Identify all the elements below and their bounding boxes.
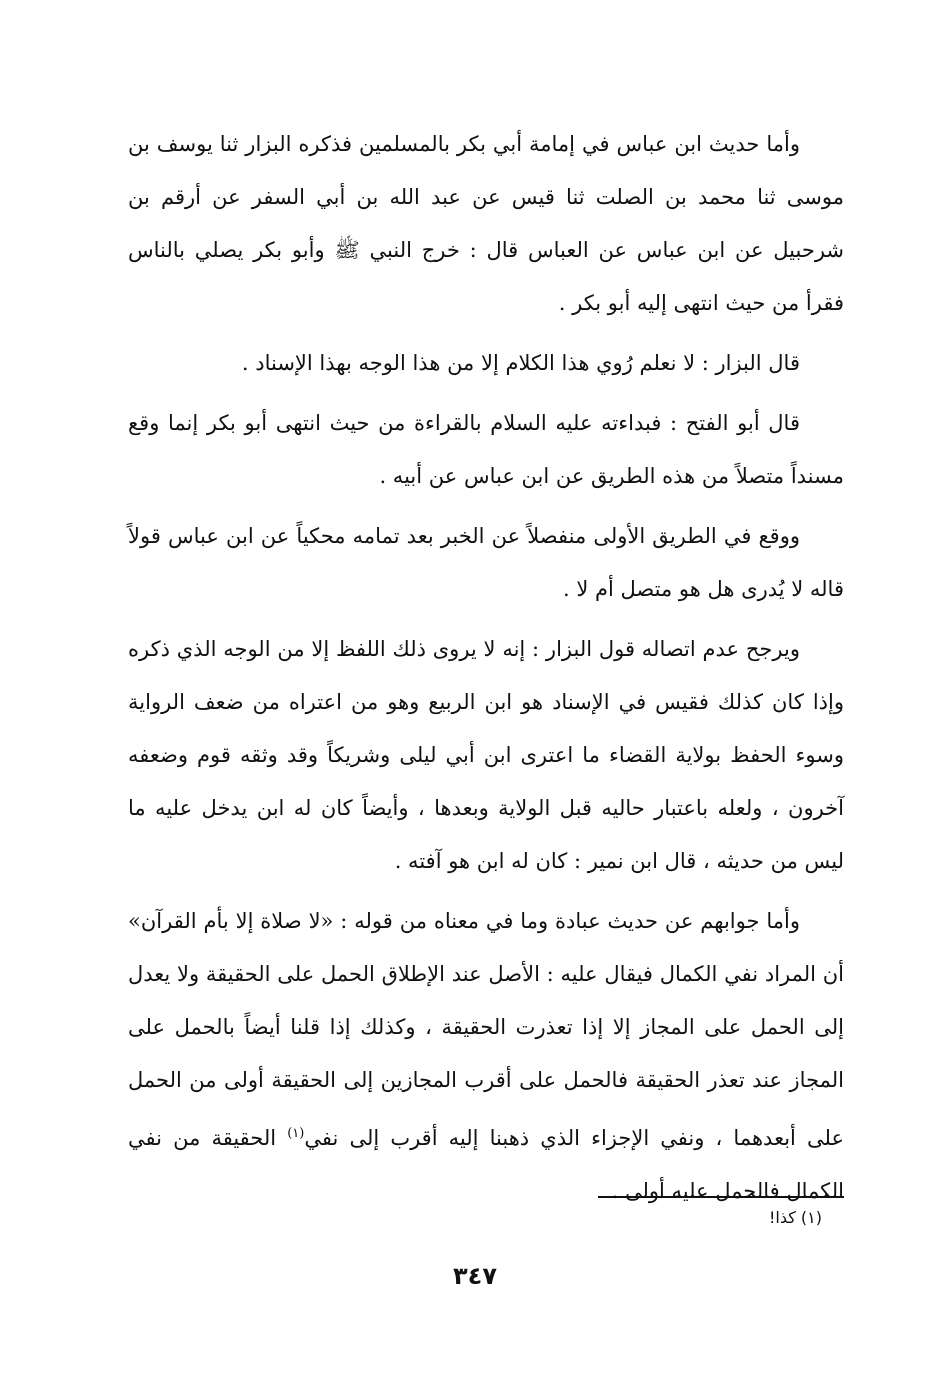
paragraph-text-after-note: الحقيقة من نفي الكمال فالحمل عليه أولى . [128,1126,844,1203]
paragraph-hadith-ibn-abbas: وأما حديث ابن عباس في إمامة أبي بكر بالمسلمين فذكره البزار ثنا يوسف بن موسى ثنا محمد بن الصلت ثنا قيس عن عبد الله بن أبي السفر عن أرقم بن شرحبيل عن ابن عباس عن العباس قال : خرج النبي ﷺ وأبو بكر يصلي بالناس فقرأ من حيث انتهى إليه أبو بكر . [128,132,844,315]
paragraph-bazzar-comment: قال البزار : لا نعلم رُوي هذا الكلام إلا من هذا الوجه بهذا الإسناد . [241,351,800,375]
paragraph-ubada-response [128,895,844,1218]
paragraph-abu-al-fath: قال أبو الفتح : فبداءته عليه السلام بالقراءة من حيث انتهى أبو بكر إنما وقع مسنداً متصلاً من هذه الطريق عن ابن عباس عن أبيه . [128,411,844,488]
footnote-text: (١) كذا! [768,1208,822,1227]
footnote-divider [598,1196,844,1198]
footnote-marker: (١) [287,1126,305,1141]
paragraph-text-before-note: وأما جوابهم عن حديث عبادة وما في معناه من قوله : «لا صلاة إلا بأم القرآن» أن المراد نفي الكمال فيقال عليه : الأصل عند الإطلاق الحمل على الحقيقة ولا يعدل إلى الحمل على المجاز إلا إذا تعذرت الحقيقة ، وكذلك إذا قلنا أيضاً بالحمل على المجاز عند تعذر الحقيقة فالحمل على أقرب المجازين إلى الحقيقة أولى من الحمل على أبعدهما ، ونفي الإجزاء الذي ذهبنا إليه أقرب إلى نفي [128,909,844,1150]
page-number: ٣٤٧ [453,1262,497,1290]
paragraph-first-route: ووقع في الطريق الأولى منفصلاً عن الخبر بعد تمامه محكياً عن ابن عباس قولاً قاله لا يُدرى هل هو متصل أم لا . [128,524,844,601]
paragraph-disconnection: ويرجح عدم اتصاله قول البزار : إنه لا يروى ذلك اللفظ إلا من الوجه الذي ذكره وإذا كان كذلك فقيس في الإسناد هو ابن الربيع وهو من اعتراه من ضعف الرواية وسوء الحفظ بولاية القضاء ما اعترى ابن أبي ليلى وشريكاً وقد وثقه قوم وضعفه آخرون ، ولعله باعتبار حاليه قبل الولاية وبعدها ، وأيضاً كان له ابن يدخل عليه ما ليس من حديثه ، قال ابن نمير : كان له ابن هو آفته . [128,637,844,873]
body-text [128,118,844,1225]
